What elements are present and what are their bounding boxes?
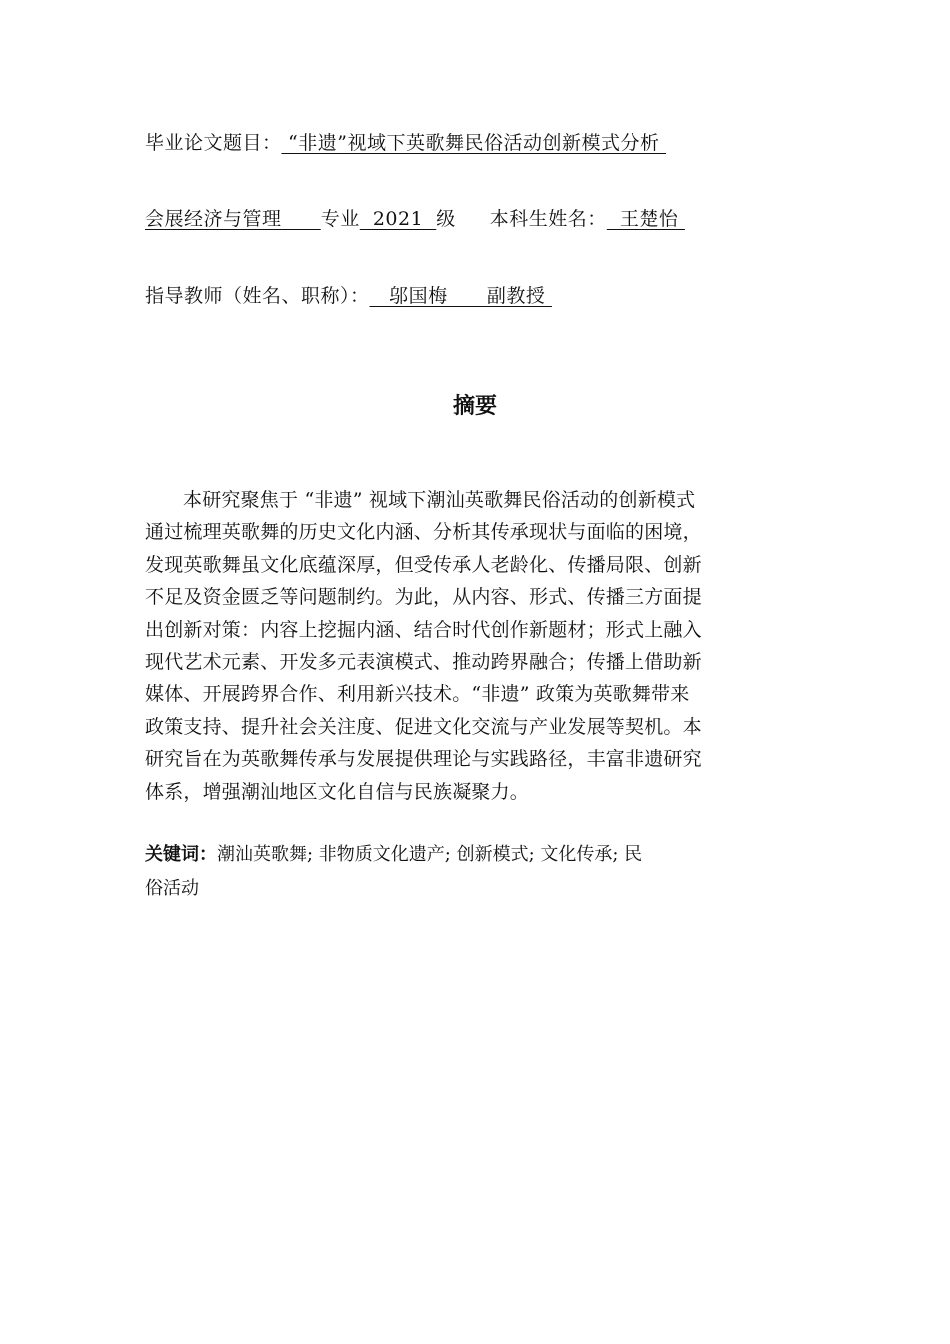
abstract-line: 不足及资金匮乏等问题制约。为此，从内容、形式、传播三方面提	[145, 586, 702, 609]
abstract-line: 现代艺术元素、开发多元表演模式、推动跨界融合；传播上借助新	[145, 650, 702, 673]
student-name-value: 王楚怡	[606, 208, 685, 230]
keywords-line-continued: 俗活动	[145, 878, 199, 899]
major-suffix: 专业	[320, 208, 360, 230]
advisor-line	[145, 283, 552, 309]
thesis-title-value: “非遗”视域下英歌舞民俗活动创新模式分析	[281, 132, 667, 154]
grade-suffix: 级	[436, 208, 456, 230]
abstract-body	[145, 484, 807, 808]
abstract-line: 政策支持、提升社会关注度、促进文化交流与产业发展等契机。本	[145, 715, 702, 738]
abstract-line: 研究旨在为英歌舞传承与发展提供理论与实践路径，丰富非遗研究	[145, 748, 702, 771]
grade-value: 2021	[359, 208, 437, 230]
abstract-line: 出创新对策：内容上挖掘内涵、结合时代创作新题材；形式上融入	[145, 618, 702, 641]
advisor-label: 指导教师（姓名、职称）：	[145, 285, 370, 307]
abstract-heading: 摘要	[452, 394, 497, 419]
keywords-line	[145, 838, 807, 872]
abstract-line: 通过梳理英歌舞的历史文化内涵、分析其传承现状与面临的困境，	[145, 521, 702, 544]
keywords-text: 潮汕英歌舞; 非物质文化遗产; 创新模式; 文化传承; 民	[217, 844, 643, 865]
major-value: 会展经济与管理	[145, 208, 321, 230]
student-name-label: 本科生姓名：	[489, 208, 607, 230]
major-grade-student-line	[145, 206, 685, 232]
advisor-value: 邬国梅 副教授	[369, 285, 552, 307]
keywords-label: 关键词：	[145, 844, 217, 865]
abstract-line: 发现英歌舞虽文化底蕴深厚，但受传承人老龄化、传播局限、创新	[145, 553, 702, 576]
abstract-line: 媒体、开展跨界合作、利用新兴技术。“非遗” 政策为英歌舞带来	[145, 683, 690, 706]
keywords-block	[145, 838, 807, 906]
thesis-title-line	[145, 130, 666, 156]
thesis-title-label: 毕业论文题目：	[145, 132, 282, 154]
abstract-line: 本研究聚焦于 “非遗” 视域下潮汕英歌舞民俗活动的创新模式	[183, 489, 696, 511]
abstract-line: 体系，增强潮汕地区文化自信与民族凝聚力。	[145, 780, 530, 803]
